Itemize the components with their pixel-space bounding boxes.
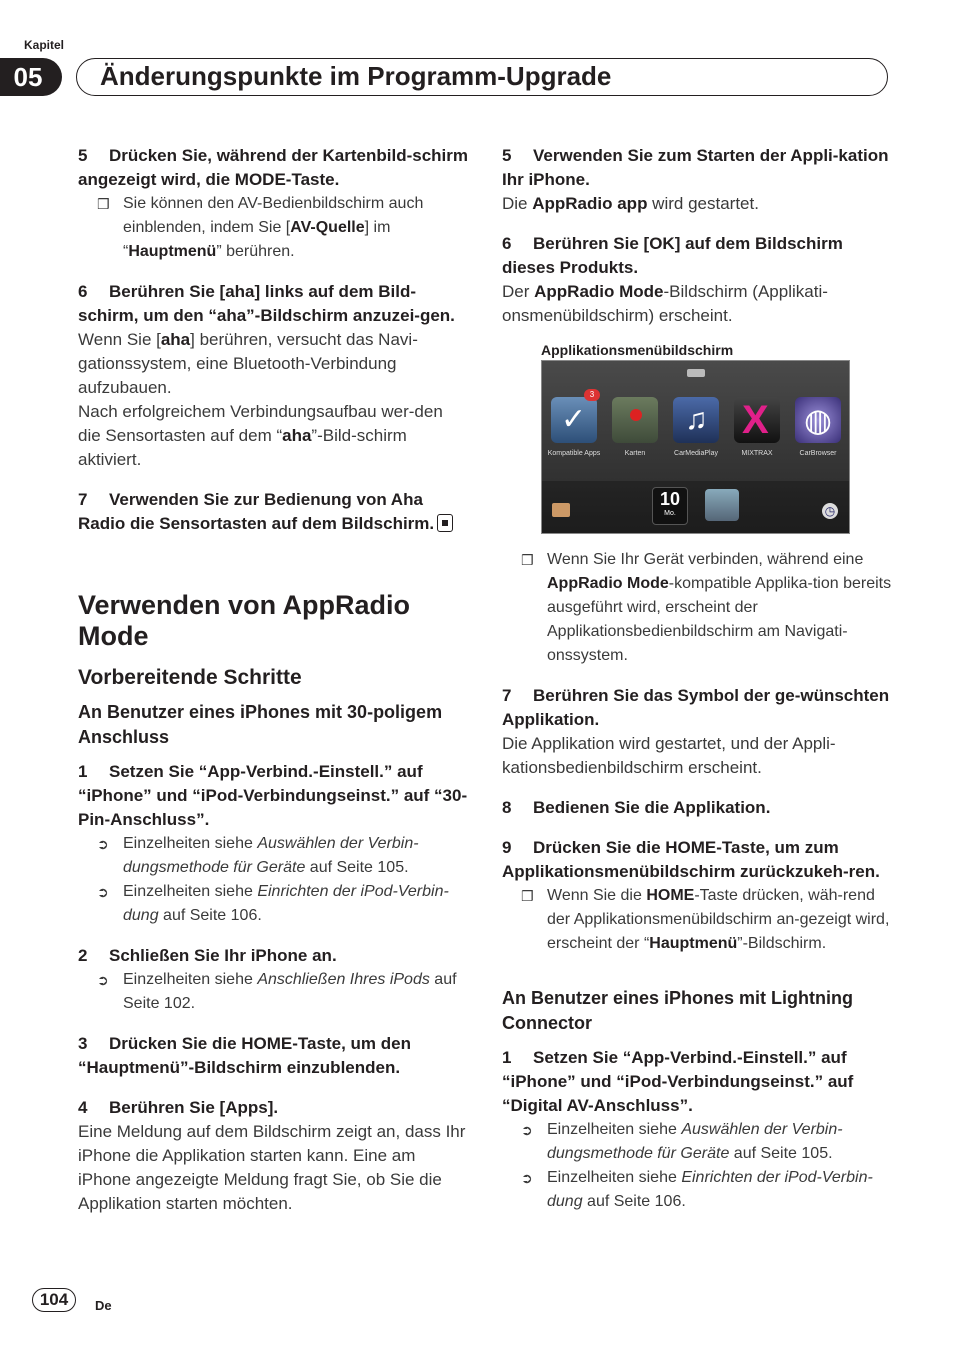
step-7-left: 7 Verwenden Sie zur Bedienung von Aha Radio die Sensortasten auf dem Bildschirm. [78,488,470,536]
top-handle [687,369,705,377]
chapter-kicker: Kapitel [24,38,65,52]
dock [542,481,849,533]
note: ❒ Sie können den AV-Bedienbildschirm auch einblenden, indem Sie [AV-Quelle] im “Hauptmenü” berühren. [78,192,470,264]
app-menu-screenshot [541,360,850,534]
arrow-bullet-icon: ➲ [97,884,109,900]
checkbox-bullet-icon: ❒ [97,196,110,212]
step-6-right: 6 Berühren Sie [OK] auf dem Bildschirm dieses Produkts. [502,234,843,277]
reference: ➲ Einzelheiten siehe Anschließen Ihres iPods auf Seite 102. [78,968,470,1016]
checkbox-bullet-icon: ❒ [521,888,534,904]
body-text: Die Applikation wird gestartet, und der Appli-kationsbedienbildschirm erscheint. [502,734,836,777]
music-note-icon: ♫ [673,397,719,443]
step-6-left: 6 Berühren Sie [aha] links auf dem Bild-schirm, um den “aha”-Bildschirm anzuzei-gen. [78,282,455,325]
note: ❒ Wenn Sie Ihr Gerät verbinden, während eine AppRadio Mode-kompatible Applika-tion bereits ausgeführt wird, erscheint der Applikationsbedienbildschirm am Navigati-onssystem. [502,548,896,668]
body-text: Nach erfolgreichem Verbindungsaufbau wer-den die Sensortasten auf dem “aha”-Bild-schirm aktiviert. [78,402,443,469]
sub-subsection-heading: An Benutzer eines iPhones mit 30-poligem Anschluss [78,702,443,747]
step-9: 9 Drücken Sie die HOME-Taste, um zum Applikationsmenübildschirm zurückzukeh-ren. [502,838,880,881]
reference: ➲ Einzelheiten siehe Auswählen der Verbin-dungsmethode für Geräte auf Seite 105. [502,1118,896,1166]
home-icon [552,503,570,517]
app-label: Karten [624,450,646,457]
body-text: Wenn Sie [aha] berühren, versucht das Navi-gationssystem, eine Bluetooth-Verbindung aufzubauen. [78,330,418,397]
section-heading: Verwenden von AppRadio Mode [78,590,411,651]
language-code: De [95,1298,112,1313]
badge: 3 [584,389,600,401]
sub-subsection-heading: An Benutzer eines iPhones mit Lightning Connector [502,988,854,1033]
calendar-icon: 10 Mo. [652,487,688,525]
reference: ➲ Einzelheiten siehe Auswählen der Verbin-dungsmethode für Geräte auf Seite 105. [78,832,470,880]
arrow-bullet-icon: ➲ [521,1170,533,1186]
app-label: Kompatible Apps [547,450,601,457]
left-column [78,144,470,1216]
step-7-right: 7 Berühren Sie das Symbol der ge-wünschten Applikation. [502,686,890,729]
step-5-left: 5 Drücken Sie, während der Kartenbild-schirm angezeigt wird, die MODE-Taste. [78,146,468,189]
note: ❒ Wenn Sie die HOME-Taste drücken, wäh-rend der Applikationsmenübildschirm an-gezeigt wird, erscheint der “Hauptmenü”-Bildschirm. [502,884,896,956]
step-1-lightning: 1 Setzen Sie “App-Verbind.-Einstell.” auf “iPhone” und “iPod-Verbindungseinst.” auf “Digital AV-Anschluss”. [502,1048,854,1115]
chapter-number-tab: 05 [0,58,62,96]
map-icon [612,397,658,443]
body-text: Die AppRadio app wird gestartet. [502,194,759,213]
reference: ➲ Einzelheiten siehe Einrichten der iPod-Verbin-dung auf Seite 106. [78,880,470,928]
step-8: 8 Bedienen Sie die Applikation. [502,798,771,817]
figure-caption: Applikationsmenübildschirm [541,342,734,358]
arrow-bullet-icon: ➲ [97,972,109,988]
app-label: MIXTRAX [741,450,773,457]
right-column [502,144,896,1214]
step-4: 4 Berühren Sie [Apps]. [78,1098,279,1117]
step-3: 3 Drücken Sie die HOME-Taste, um den “Hauptmenü”-Bildschirm einzublenden. [78,1034,411,1077]
step-5-right: 5 Verwenden Sie zum Starten der Appli-kation Ihr iPhone. [502,146,889,189]
arrow-bullet-icon: ➲ [97,836,109,852]
step-2: 2 Schließen Sie Ihr iPhone an. [78,946,337,965]
end-mark-icon [437,514,453,532]
compatible-apps-icon: ✓ [551,397,597,443]
body-text: Eine Meldung auf dem Bildschirm zeigt an, dass Ihr iPhone die Applikation starten kann. Eine am iPhone angezeigte Meldung fragt Sie, ob Sie die Applikation starten möchten. [78,1122,466,1213]
step-1: 1 Setzen Sie “App-Verbind.-Einstell.” auf “iPhone” und “iPod-Verbindungseinst.” auf “30-Pin-Anschluss”. [78,762,468,829]
app-label: CarMediaPlay [674,450,718,457]
globe-icon: ◍ [795,397,841,443]
chapter-title: Änderungspunkte im Programm-Upgrade [100,61,612,91]
mixtrax-icon: X [734,397,780,443]
subsection-heading: Vorbereitende Schritte [78,666,302,689]
photos-icon [705,489,739,521]
clock-icon: ◷ [822,503,838,519]
arrow-bullet-icon: ➲ [521,1122,533,1138]
reference: ➲ Einzelheiten siehe Einrichten der iPod-Verbin-dung auf Seite 106. [502,1166,896,1214]
page-number: 104 [32,1288,76,1312]
checkbox-bullet-icon: ❒ [521,552,534,568]
app-label: CarBrowser [799,450,837,457]
body-text: Der AppRadio Mode-Bildschirm (Applikati-onsmenübildschirm) erscheint. [502,282,828,325]
